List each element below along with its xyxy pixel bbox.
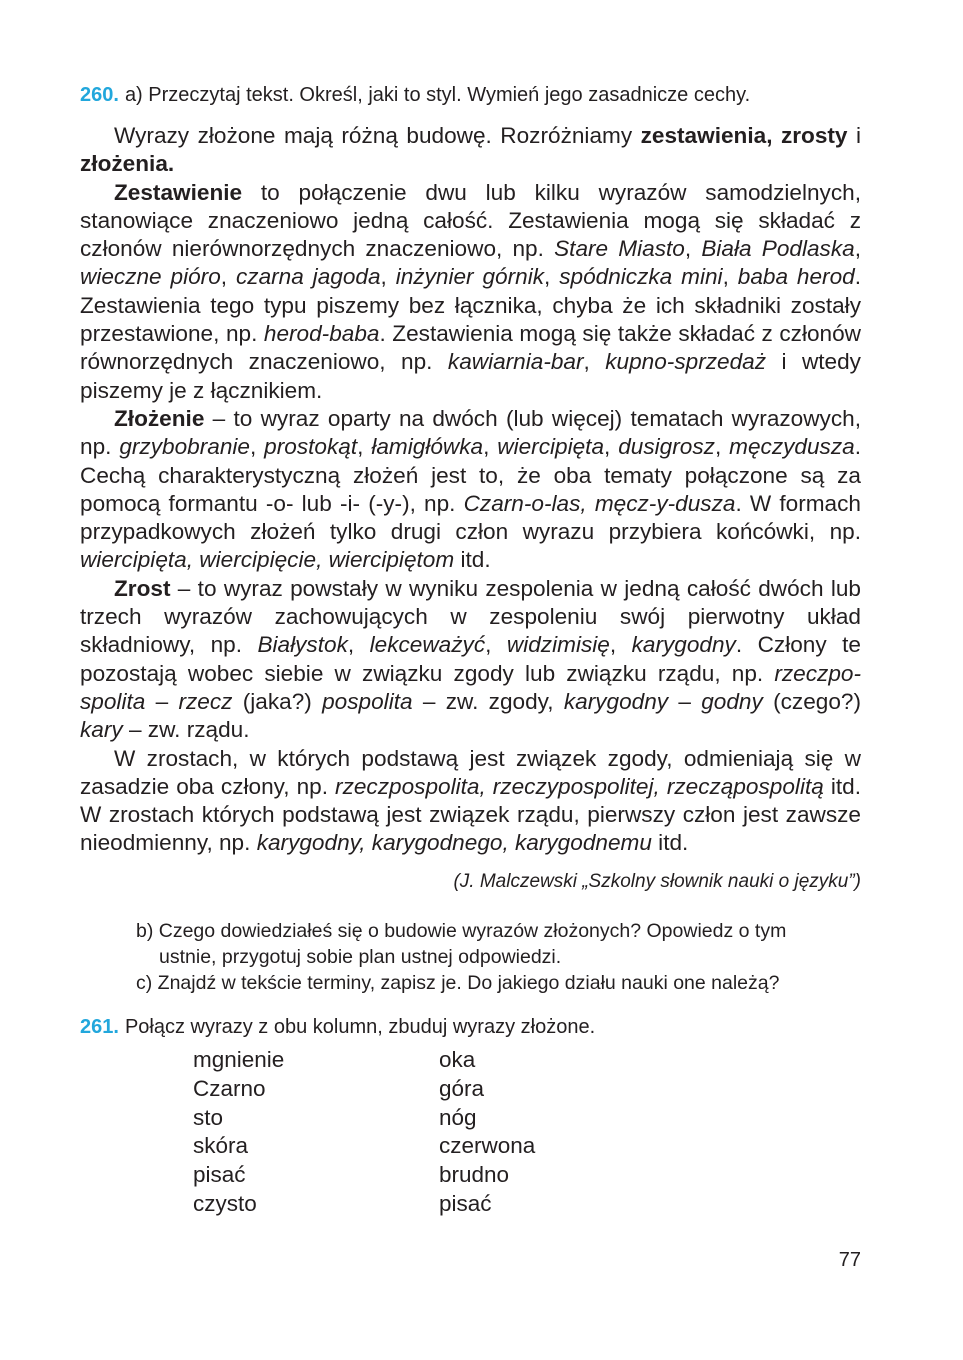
paragraph-zlozenie: Złożenie – to wyraz oparty na dwóch (lub więcej) tematach wyrazowych, np. grzybobranie, prostokąt, łamigłówka, wiercipięta, dusigrosz, męczydusza. Cechą charakterystyczną złożeń jest to, że oba tematy połączone są za pomocą formantu -o- lub -i- (-y-), np. Czarn-o-las, męcz-y-dusza. W formach przypadkowych złożeń tylko drugi człon wyrazu przybiera końcówki, np. wiercipięta, wiercipięcie, wiercipiętom itd. [80, 405, 861, 573]
exercise-260-header [80, 82, 880, 108]
page-number: 77 [838, 1249, 861, 1271]
exercise-260-b-line1: b) Czego dowiedziałeś się o budowie wyrazów złożonych? Opowiedz o tym [136, 920, 787, 942]
right-word: oka [439, 1047, 476, 1072]
left-word: sto [193, 1104, 224, 1130]
source-citation: (J. Malczewski „Szkolny słownik nauki o języku”) [453, 871, 861, 892]
exercise-number: 261. [80, 1016, 119, 1038]
exercise-261-header [80, 1014, 880, 1040]
left-word: Czarno [193, 1075, 266, 1101]
exercise-number: 260. [80, 84, 119, 106]
word-row [193, 1104, 535, 1133]
word-row [193, 1075, 535, 1104]
right-word: pisać [439, 1190, 492, 1216]
right-word: czerwona [439, 1133, 536, 1159]
right-word: nóg [439, 1104, 477, 1130]
right-word: góra [439, 1075, 485, 1101]
word-row [193, 1132, 535, 1161]
left-word: skóra [193, 1133, 249, 1159]
paragraph-zestawienie: Zestawienie to połączenie dwu lub kilku wyrazów samodzielnych, stanowiące znaczeniowo jedną całość. Zestawienia mogą się składać z członów nierównorzędnych znaczeniowo, np. Stare Miasto, Biała Podlaska, wieczne pióro, czarna jagoda, inżynier górnik, spódniczka mini, baba herod. Zestawienia tego typu piszemy bez łącznika, chyba że ich składniki zostały przestawione, np. herod-baba. Zestawienia mogą się także składać z członów równorzędnych znaczeniowo, np. kawiarnia-bar, kupno-sprzedaż i wtedy piszemy je z łącznikiem. [80, 179, 861, 403]
term-zestawienie: Zestawienie [114, 179, 243, 205]
left-word: pisać [193, 1162, 246, 1188]
exercise-260-c: c) Znajdź w tekście terminy, zapisz je. Do jakiego działu nauki one należą? [136, 972, 780, 994]
right-word: brudno [439, 1162, 510, 1188]
left-word: mgnienie [193, 1047, 285, 1072]
word-row [193, 1161, 535, 1190]
word-row [193, 1046, 535, 1075]
term-zlozenie: Złożenie [114, 405, 205, 431]
exercise-260-b [136, 918, 862, 970]
main-text [80, 122, 861, 858]
paragraph-zrost: Zrost – to wyraz powstały w wyniku zespolenia w jedną całość dwóch lub trzech wyrazów zachowujących w zespoleniu swój pierwotny układ składniowy, np. Białystok, lekceważyć, widzimisię, karygodny. Człony te pozostają wobec siebie w związku zgody lub związku rządu, np. rzeczpospolita – rzecz (jaka?) pospolita – zw. zgody, karygodny – godny (czego?) kary – zw. rządu. [80, 575, 861, 743]
word-columns [193, 1046, 535, 1219]
exercise-260-b-line2: ustnie, przygotuj sobie plan ustnej odpowiedzi. [159, 946, 562, 968]
paragraph-intro: Wyrazy złożone mają różną budowę. Rozróżniamy zestawienia, zrosty i złożenia. [80, 123, 861, 177]
paragraph-zrosty-odmiana: W zrostach, w których podstawą jest związek zgody, odmieniają się w zasadzie oba człony, np. rzeczpospolita, rzeczypospolitej, rzecząpospolitą itd. W zrostach których podstawą jest związek rządu, pierwszy człon jest zawsze nieodmienny, np. karygodny, karygodnego, karygodnemu itd. [80, 745, 861, 856]
exercise-instruction: Połącz wyrazy z obu kolumn, zbuduj wyrazy złożone. [124, 1016, 596, 1038]
exercise-instruction: a) Przeczytaj tekst. Określ, jaki to styl. Wymień jego zasadnicze cechy. [124, 84, 751, 106]
left-word: czysto [193, 1190, 257, 1216]
term-zrost: Zrost [114, 575, 171, 601]
word-row [193, 1190, 535, 1219]
